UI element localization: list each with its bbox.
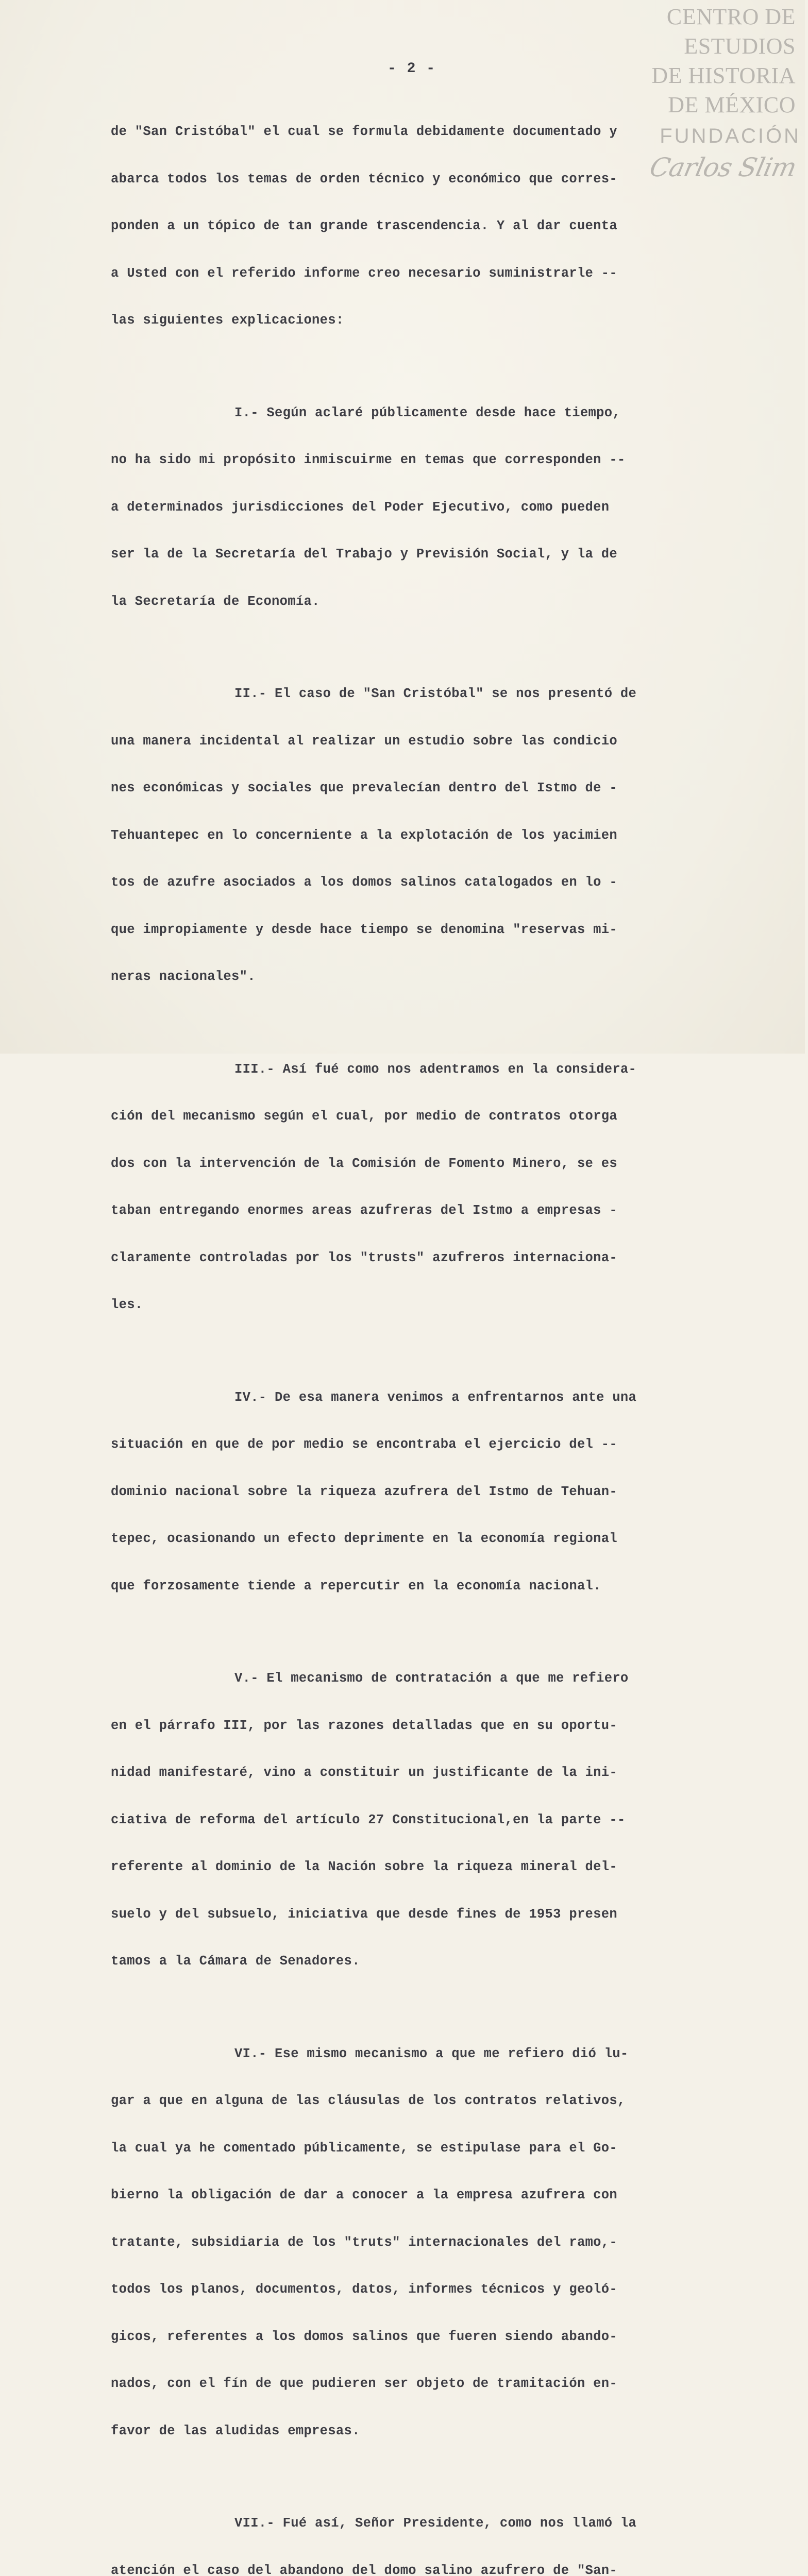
text-line: a Usted con el referido informe creo necesario suministrarle -- xyxy=(111,266,745,282)
text-line: favor de las aludidas empresas. xyxy=(111,2424,745,2439)
watermark-line-3: DE HISTORIA xyxy=(599,61,805,90)
watermark-line-1: CENTRO DE xyxy=(599,2,805,31)
text-line: nados, con el fín de que pudieren ser objeto de tramitación en- xyxy=(111,2376,745,2392)
text-line: les. xyxy=(111,1297,745,1313)
paragraph-iv xyxy=(111,1359,745,1626)
text-line: tepec, ocasionando un efecto deprimente en la economía regional xyxy=(111,1531,745,1547)
text-line: las siguientes explicaciones: xyxy=(111,313,745,329)
paragraph-ii xyxy=(111,655,745,1016)
text-line: a determinados jurisdicciones del Poder Ejecutivo, como pueden xyxy=(111,500,745,516)
text-line: nes económicas y sociales que prevalecían dentro del Istmo de - xyxy=(111,781,745,796)
text-line: tratante, subsidiaria de los "truts" internacionales del ramo,- xyxy=(111,2235,745,2251)
text-line: VI.- Ese mismo mecanismo a que me refiero dió lu- xyxy=(111,2046,745,2062)
text-line: abarca todos los temas de orden técnico y económico que corres- xyxy=(111,172,745,188)
paragraph-i xyxy=(111,374,745,641)
text-line: VII.- Fué así, Señor Presidente, como nos llamó la xyxy=(111,2516,745,2532)
text-line: neras nacionales". xyxy=(111,969,745,985)
text-line: la Secretaría de Economía. xyxy=(111,594,745,610)
text-line: dos con la intervención de la Comisión de Fomento Minero, se es xyxy=(111,1156,745,1172)
paragraph-v xyxy=(111,1639,745,2001)
text-line: no ha sido mi propósito inmiscuirme en temas que corresponden -- xyxy=(111,452,745,468)
paragraph-iii xyxy=(111,1030,745,1345)
letter-body xyxy=(111,93,745,2576)
text-line: de "San Cristóbal" el cual se formula debidamente documentado y xyxy=(111,124,745,140)
paragraph-vi xyxy=(111,2015,745,2471)
paragraph-intro xyxy=(111,93,745,360)
watermark-foundation: FUNDACIÓN xyxy=(599,122,805,151)
text-line: Tehuantepec en lo concerniente a la explotación de los yacimien xyxy=(111,828,745,844)
text-line: bierno la obligación de dar a conocer a la empresa azufrera con xyxy=(111,2188,745,2204)
text-line: claramente controladas por los "trusts" azufreros internaciona- xyxy=(111,1250,745,1266)
text-line: ser la de la Secretaría del Trabajo y Previsión Social, y la de xyxy=(111,547,745,563)
text-line: II.- El caso de "San Cristóbal" se nos presentó de xyxy=(111,686,745,702)
text-line: IV.- De esa manera venimos a enfrentarnos ante una xyxy=(111,1390,745,1406)
text-line: V.- El mecanismo de contratación a que me refiero xyxy=(111,1671,745,1687)
paragraph-vii xyxy=(111,2484,745,2576)
text-line: que impropiamente y desde hace tiempo se denomina "reservas mi- xyxy=(111,922,745,938)
text-line: ción del mecanismo según el cual, por medio de contratos otorga xyxy=(111,1109,745,1125)
text-line: en el párrafo III, por las razones detalladas que en su oportu- xyxy=(111,1718,745,1734)
watermark-signature: Carlos Slim xyxy=(596,153,808,182)
text-line: tamos a la Cámara de Senadores. xyxy=(111,1954,745,1970)
text-line: ponden a un tópico de tan grande trascendencia. Y al dar cuenta xyxy=(111,218,745,234)
text-line: todos los planos, documentos, datos, informes técnicos y geoló- xyxy=(111,2282,745,2298)
text-line: una manera incidental al realizar un estudio sobre las condicio xyxy=(111,734,745,750)
text-line: gicos, referentes a los domos salinos que fueren siendo abando- xyxy=(111,2329,745,2345)
text-line: nidad manifestaré, vino a constituir un justificante de la ini- xyxy=(111,1765,745,1781)
text-line: tos de azufre asociados a los domos salinos catalogados en lo - xyxy=(111,875,745,891)
text-line: dominio nacional sobre la riqueza azufrera del Istmo de Tehuan- xyxy=(111,1484,745,1500)
text-line: gar a que en alguna de las cláusulas de los contratos relativos, xyxy=(111,2093,745,2109)
text-line: la cual ya he comentado públicamente, se estipulase para el Go- xyxy=(111,2141,745,2157)
text-line: referente al dominio de la Nación sobre la riqueza mineral del- xyxy=(111,1859,745,1875)
text-line: III.- Así fué como nos adentramos en la considera- xyxy=(111,1062,745,1078)
text-line: taban entregando enormes areas azufreras del Istmo a empresas - xyxy=(111,1203,745,1219)
text-line: suelo y del subsuelo, iniciativa que desde fines de 1953 presen xyxy=(111,1907,745,1923)
document-page xyxy=(0,0,805,1054)
text-line: I.- Según aclaré públicamente desde hace tiempo, xyxy=(111,405,745,421)
text-line: atención el caso del abandono del domo salino azufrero de "San- xyxy=(111,2563,745,2576)
text-line: que forzosamente tiende a repercutir en la economía nacional. xyxy=(111,1579,745,1595)
page-number: - 2 - xyxy=(388,61,436,77)
text-line: situación en que de por medio se encontraba el ejercicio del -- xyxy=(111,1437,745,1453)
watermark-line-2: ESTUDIOS xyxy=(599,31,805,61)
watermark-line-4: DE MÉXICO xyxy=(599,90,805,120)
text-line: ciativa de reforma del artículo 27 Constitucional,en la parte -- xyxy=(111,1812,745,1828)
